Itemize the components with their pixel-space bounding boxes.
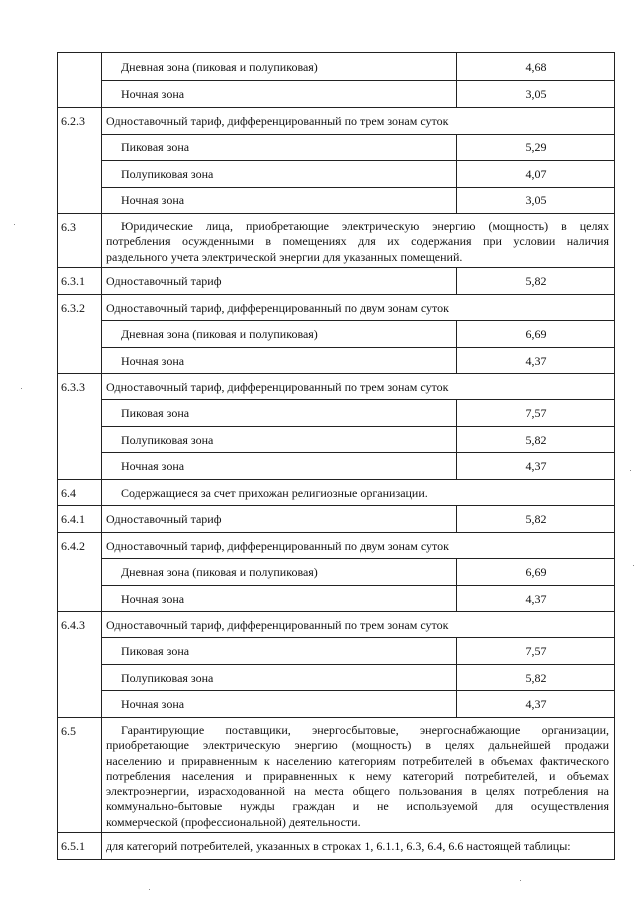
row-divider xyxy=(57,107,615,108)
row-label: Одноставочный тариф xyxy=(106,512,222,526)
table-border-number-column xyxy=(101,52,102,860)
subrow-divider xyxy=(101,426,615,427)
scan-speck xyxy=(630,470,631,471)
scan-speck xyxy=(520,880,521,881)
description-line: потребления осужденными в помещениях для их содержания при условии наличия xyxy=(106,234,609,249)
subrow-divider xyxy=(101,134,615,135)
scan-speck xyxy=(149,889,150,890)
row-number: 6.4.2 xyxy=(61,539,85,553)
row-divider xyxy=(57,267,615,268)
row-label: Пиковая зона xyxy=(121,644,190,658)
row-label: Ночная зона xyxy=(121,354,185,368)
row-number: 6.3.3 xyxy=(61,380,85,394)
row-label: Содержащиеся за счет прихожан религиозные организации. xyxy=(121,486,428,500)
row-divider xyxy=(57,373,615,374)
row-label: Дневная зона (пиковая и полупиковая) xyxy=(121,60,318,74)
row-label: Ночная зона xyxy=(121,592,185,606)
row-divider xyxy=(57,832,615,833)
row-label: Ночная зона xyxy=(121,193,185,207)
row-number: 6.5 xyxy=(61,724,76,738)
row-label: Одноставочный тариф, дифференцированный по трем зонам суток xyxy=(106,380,449,394)
row-value: 5,82 xyxy=(525,512,547,526)
row-label: Пиковая зона xyxy=(121,406,190,420)
row-label: Полупиковая зона xyxy=(121,433,214,447)
description-line: Юридические лица, приобретающие электрическую энергию (мощность) в целях xyxy=(121,219,609,233)
row-value: 4,37 xyxy=(525,592,547,606)
row-description-6-3 xyxy=(106,219,609,265)
description-line: раздельного учета электрической энергии для указанных помещений. xyxy=(106,249,463,264)
row-number: 6.5.1 xyxy=(61,839,85,853)
description-line: Гарантирующие поставщики, энергосбытовые, энергоснабжающие организации, xyxy=(121,723,609,737)
description-line: электроэнергии, израсходованной на места общего пользования в целях потребления на xyxy=(106,784,609,799)
row-number: 6.3.2 xyxy=(61,301,85,315)
row-label: Пиковая зона xyxy=(121,140,190,154)
subrow-divider xyxy=(101,637,615,638)
row-label: Одноставочный тариф, дифференцированный по двум зонам суток xyxy=(106,539,449,553)
row-description-6-5 xyxy=(106,723,609,830)
subrow-divider xyxy=(101,187,615,188)
subrow-divider xyxy=(101,558,615,559)
row-value: 6,69 xyxy=(525,565,547,579)
row-value: 7,57 xyxy=(525,644,547,658)
row-label: Полупиковая зона xyxy=(121,167,214,181)
row-label: Одноставочный тариф xyxy=(106,274,222,288)
row-divider xyxy=(57,294,615,295)
scan-speck xyxy=(14,224,15,225)
row-label: Одноставочный тариф, дифференцированный по двум зонам суток xyxy=(106,301,449,315)
subrow-divider xyxy=(101,690,615,691)
row-divider xyxy=(57,532,615,533)
subrow-divider xyxy=(101,399,615,400)
row-number: 6.4 xyxy=(61,486,76,500)
row-number: 6.2.3 xyxy=(61,114,85,128)
row-divider xyxy=(57,213,615,214)
table-bottom-border xyxy=(57,859,615,860)
row-number: 6.4.1 xyxy=(61,512,85,526)
subrow-divider xyxy=(101,347,615,348)
description-line: коммерческой (профессиональной) деятельности. xyxy=(106,814,361,829)
row-divider xyxy=(57,717,615,718)
scan-speck xyxy=(633,565,634,566)
row-label: Одноставочный тариф, дифференцированный по трем зонам суток xyxy=(106,618,449,632)
description-line: коммунально-бытовые нужды граждан и не используемой для осуществления xyxy=(106,799,609,814)
subrow-divider xyxy=(101,585,615,586)
description-line: населению и приравненным к населению категориям потребителей в объемах фактического xyxy=(106,753,609,768)
row-value: 3,05 xyxy=(525,193,547,207)
subrow-divider xyxy=(101,160,615,161)
row-divider xyxy=(57,479,615,480)
row-value: 6,69 xyxy=(525,327,547,341)
row-number: 6.3 xyxy=(61,220,76,234)
row-label: Ночная зона xyxy=(121,87,185,101)
row-label: Дневная зона (пиковая и полупиковая) xyxy=(121,327,318,341)
row-value: 7,57 xyxy=(525,406,547,420)
table-border-left xyxy=(57,52,58,860)
row-number: 6.4.3 xyxy=(61,618,85,632)
row-label: Одноставочный тариф, дифференцированный по трем зонам суток xyxy=(106,114,449,128)
row-value: 5,82 xyxy=(525,274,547,288)
row-value: 4,68 xyxy=(525,60,547,74)
description-line: потребления населения и приравненных к нему категорий потребителей, и объемах xyxy=(106,768,609,783)
row-divider xyxy=(57,611,615,612)
row-value: 5,82 xyxy=(525,433,547,447)
row-label: Ночная зона xyxy=(121,697,185,711)
subrow-divider xyxy=(101,452,615,453)
subrow-divider xyxy=(101,320,615,321)
row-label: Дневная зона (пиковая и полупиковая) xyxy=(121,565,318,579)
subrow-divider xyxy=(101,80,615,81)
row-value: 4,37 xyxy=(525,459,547,473)
row-value: 4,37 xyxy=(525,697,547,711)
table-top-border xyxy=(57,52,615,53)
scan-speck xyxy=(21,388,22,389)
row-value: 5,82 xyxy=(525,671,547,685)
row-value: 3,05 xyxy=(525,87,547,101)
row-label: Полупиковая зона xyxy=(121,671,214,685)
row-divider xyxy=(57,505,615,506)
row-number: 6.3.1 xyxy=(61,274,85,288)
row-label: Ночная зона xyxy=(121,459,185,473)
row-value: 4,37 xyxy=(525,354,547,368)
row-value: 4,07 xyxy=(525,167,547,181)
row-value: 5,29 xyxy=(525,140,547,154)
row-label: для категорий потребителей, указанных в строках 1, 6.1.1, 6.3, 6.4, 6.6 настоящей таблицы: xyxy=(106,839,571,853)
subrow-divider xyxy=(101,664,615,665)
description-line: приобретающие электрическую энергию (мощность) в целях дальнейшей продажи xyxy=(106,738,609,753)
